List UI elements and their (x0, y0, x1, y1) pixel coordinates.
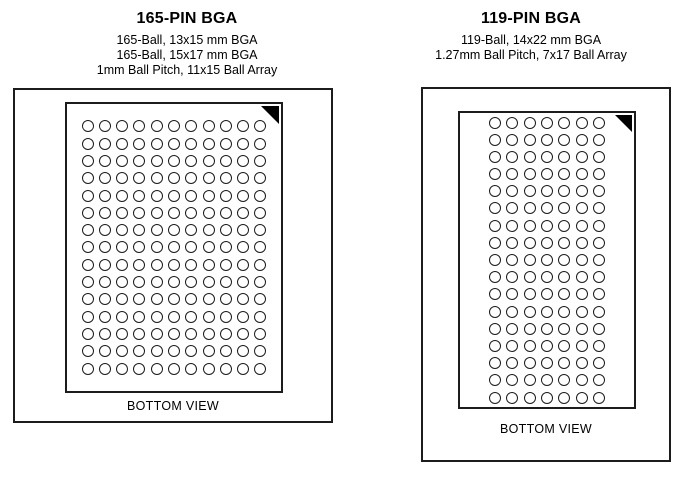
solder-ball (524, 288, 536, 300)
solder-ball (524, 392, 536, 404)
solder-ball (558, 357, 570, 369)
solder-ball (558, 254, 570, 266)
solder-ball (524, 254, 536, 266)
subtitle-line: 1mm Ball Pitch, 11x15 Ball Array (96, 63, 278, 77)
solder-ball (541, 306, 553, 318)
solder-ball (489, 374, 501, 386)
package-119-ball-area (458, 111, 636, 409)
solder-ball (524, 202, 536, 214)
ball-grid-119 (486, 114, 607, 406)
solder-ball (489, 392, 501, 404)
solder-ball (593, 357, 605, 369)
solder-ball (576, 254, 588, 266)
solder-ball (576, 185, 588, 197)
solder-ball (593, 185, 605, 197)
pin1-marker-icon (615, 115, 632, 132)
solder-ball (506, 220, 518, 232)
solder-ball (541, 220, 553, 232)
solder-ball (489, 306, 501, 318)
solder-ball (524, 306, 536, 318)
solder-ball (541, 117, 553, 129)
solder-ball (541, 168, 553, 180)
package-119-outline-box (421, 87, 671, 462)
solder-ball (541, 374, 553, 386)
solder-ball (524, 323, 536, 335)
solder-ball (576, 392, 588, 404)
solder-ball (506, 306, 518, 318)
solder-ball (558, 392, 570, 404)
solder-ball (593, 323, 605, 335)
package-119-title: 119-PIN BGA (480, 10, 581, 27)
solder-ball (489, 220, 501, 232)
solder-ball (506, 340, 518, 352)
subtitle-line: 165-Ball, 13x15 mm BGA (116, 33, 258, 47)
solder-ball (541, 271, 553, 283)
solder-ball (524, 185, 536, 197)
solder-ball (593, 151, 605, 163)
solder-ball (558, 323, 570, 335)
solder-ball (506, 357, 518, 369)
solder-ball (558, 237, 570, 249)
solder-ball (593, 340, 605, 352)
solder-ball (593, 202, 605, 214)
solder-ball (576, 237, 588, 249)
solder-ball (576, 202, 588, 214)
solder-ball (506, 151, 518, 163)
solder-ball (506, 374, 518, 386)
solder-ball (558, 220, 570, 232)
package-119-subtitle (406, 33, 656, 63)
solder-ball (506, 237, 518, 249)
solder-ball (524, 357, 536, 369)
solder-ball (489, 134, 501, 146)
solder-ball (506, 117, 518, 129)
solder-ball (541, 202, 553, 214)
solder-ball (506, 392, 518, 404)
solder-ball (524, 151, 536, 163)
solder-ball (593, 254, 605, 266)
solder-ball (558, 306, 570, 318)
solder-ball (593, 237, 605, 249)
solder-ball (489, 271, 501, 283)
solder-ball (541, 254, 553, 266)
solder-ball (576, 340, 588, 352)
solder-ball (593, 392, 605, 404)
solder-ball (489, 168, 501, 180)
solder-ball (558, 151, 570, 163)
solder-ball (541, 288, 553, 300)
solder-ball (506, 323, 518, 335)
solder-ball (541, 392, 553, 404)
solder-ball (541, 357, 553, 369)
solder-ball (524, 374, 536, 386)
solder-ball (489, 185, 501, 197)
bottom-view-label: BOTTOM VIEW (127, 399, 219, 413)
solder-ball (489, 323, 501, 335)
subtitle-line: 1.27mm Ball Pitch, 7x17 Ball Array (435, 48, 627, 62)
solder-ball (593, 168, 605, 180)
solder-ball (558, 168, 570, 180)
solder-ball (524, 134, 536, 146)
solder-ball (524, 340, 536, 352)
solder-ball (524, 117, 536, 129)
solder-ball (593, 220, 605, 232)
subtitle-line: 119-Ball, 14x22 mm BGA (460, 33, 602, 47)
solder-ball (576, 134, 588, 146)
solder-ball (593, 288, 605, 300)
solder-ball (558, 202, 570, 214)
solder-ball (558, 117, 570, 129)
solder-ball (558, 288, 570, 300)
solder-ball (576, 117, 588, 129)
solder-ball (593, 306, 605, 318)
solder-ball (541, 340, 553, 352)
solder-ball (506, 168, 518, 180)
solder-ball (576, 168, 588, 180)
solder-ball (558, 134, 570, 146)
solder-ball (489, 288, 501, 300)
solder-ball (524, 168, 536, 180)
solder-ball (489, 117, 501, 129)
solder-ball (541, 134, 553, 146)
solder-ball (541, 151, 553, 163)
solder-ball (541, 237, 553, 249)
solder-ball (506, 185, 518, 197)
solder-ball (506, 271, 518, 283)
solder-ball (541, 323, 553, 335)
solder-ball (576, 151, 588, 163)
solder-ball (558, 374, 570, 386)
solder-ball (558, 271, 570, 283)
solder-ball (524, 220, 536, 232)
solder-ball (489, 237, 501, 249)
solder-ball (576, 220, 588, 232)
solder-ball (576, 374, 588, 386)
solder-ball (593, 117, 605, 129)
solder-ball (489, 357, 501, 369)
solder-ball (489, 254, 501, 266)
solder-ball (489, 202, 501, 214)
solder-ball (558, 185, 570, 197)
solder-ball (576, 288, 588, 300)
subtitle-line: 165-Ball, 15x17 mm BGA (116, 48, 258, 62)
solder-ball (506, 288, 518, 300)
solder-ball (541, 185, 553, 197)
solder-ball (576, 357, 588, 369)
solder-ball (576, 323, 588, 335)
solder-ball (506, 202, 518, 214)
solder-ball (593, 271, 605, 283)
solder-ball (524, 271, 536, 283)
package-165-title: 165-PIN BGA (136, 10, 238, 27)
solder-ball (524, 237, 536, 249)
solder-ball (576, 306, 588, 318)
solder-ball (489, 151, 501, 163)
solder-ball (576, 271, 588, 283)
solder-ball (506, 134, 518, 146)
solder-ball (506, 254, 518, 266)
solder-ball (558, 340, 570, 352)
solder-ball (593, 134, 605, 146)
package-119-header (406, 10, 656, 63)
solder-ball (489, 340, 501, 352)
bottom-view-label: BOTTOM VIEW (500, 422, 592, 436)
solder-ball (593, 374, 605, 386)
